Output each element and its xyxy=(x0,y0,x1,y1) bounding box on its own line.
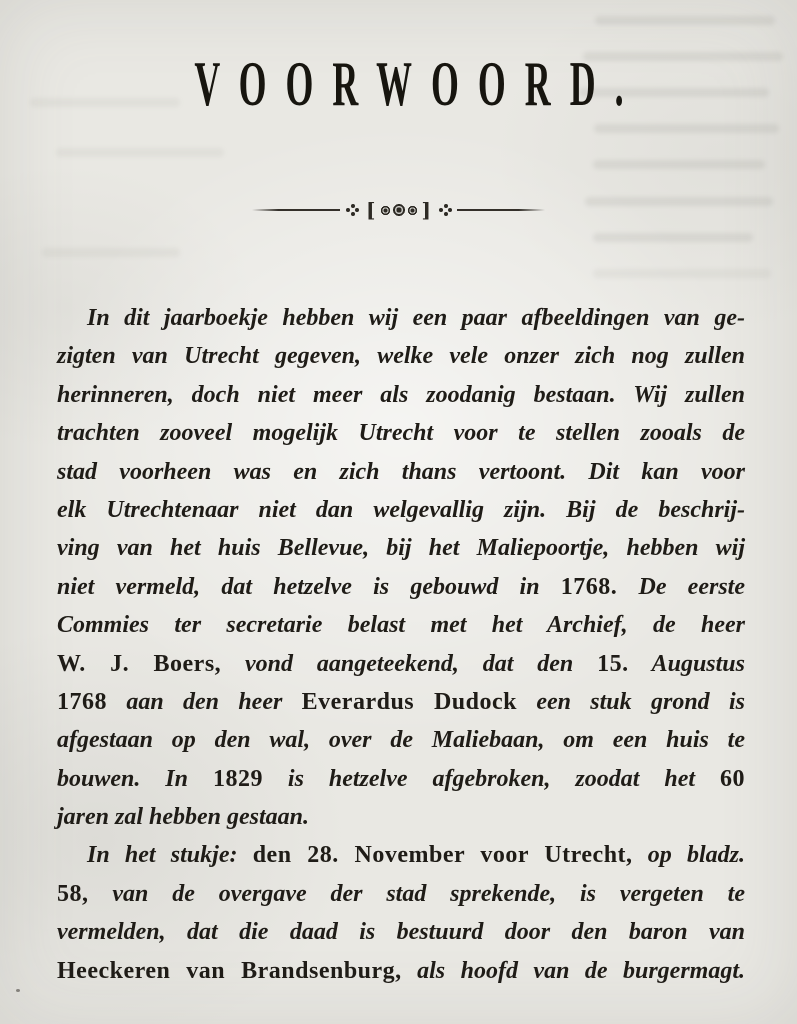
text-segment: Everardus Dudock xyxy=(301,688,517,715)
text-segment: trachten zooveel mogelijk Utrecht voor te stellen zooals de xyxy=(57,420,745,447)
show-through-smudge xyxy=(593,269,771,278)
text-line xyxy=(57,453,745,491)
page-title: VOORWOORD. xyxy=(194,48,643,119)
show-through-smudge xyxy=(30,98,180,107)
text-segment: een stuk grond is xyxy=(517,688,746,715)
show-through-smudge xyxy=(595,16,775,25)
ornament-dot-cluster-icon xyxy=(439,204,451,216)
text-segment: is hetzelve afgebroken, zoodat het xyxy=(262,765,720,792)
show-through-smudge xyxy=(594,124,779,133)
text-segment: bouwen. In xyxy=(57,765,213,792)
text-segment: 15. xyxy=(597,650,629,677)
show-through-smudge xyxy=(593,233,753,242)
text-segment: elk Utrechtenaar niet dan welgevallig zijn. Bij de beschrij- xyxy=(57,496,745,523)
ornament-dot-cluster-icon xyxy=(346,204,358,216)
show-through-smudge xyxy=(42,248,180,257)
ornament-rule-left xyxy=(252,209,340,211)
text-segment: den 28. November voor Utrecht, xyxy=(252,842,633,869)
text-line xyxy=(57,952,745,990)
text-line xyxy=(57,376,745,414)
text-line xyxy=(57,414,745,452)
text-segment: niet vermeld, dat hetzelve is gebouwd in xyxy=(57,573,561,600)
text-segment: op bladz. xyxy=(632,842,745,869)
text-segment: vond aangeteekend, dat den xyxy=(221,650,598,677)
text-segment: 1829 xyxy=(212,765,263,792)
text-segment: De eerste xyxy=(617,573,745,600)
text-segment: 1768 xyxy=(57,688,107,715)
text-line xyxy=(57,299,745,337)
text-segment: 1768. xyxy=(560,573,618,600)
foreword-body-text xyxy=(0,299,797,990)
text-line xyxy=(57,798,745,836)
show-through-smudge xyxy=(593,160,765,169)
text-segment: herinneren, doch niet meer als zoodanig bestaan. Wij zullen xyxy=(57,381,745,408)
text-line xyxy=(57,875,745,913)
text-segment: In het stukje: xyxy=(87,842,253,869)
text-segment: zigten van Utrecht gegeven, welke vele onzer zich nog zullen xyxy=(57,343,745,370)
text-line xyxy=(57,760,745,798)
text-line xyxy=(57,683,745,721)
text-line xyxy=(57,721,745,759)
ornament-bracket-close: ] xyxy=(421,198,431,222)
text-segment: In dit jaarboekje hebben wij een paar afbeeldingen van ge- xyxy=(87,305,745,331)
text-segment: Augustus xyxy=(628,650,745,677)
text-segment: W. J. Boers, xyxy=(57,650,222,677)
ornament-rule-right xyxy=(457,209,545,211)
text-line xyxy=(57,913,745,951)
text-line xyxy=(57,337,745,375)
show-through-smudge xyxy=(56,148,224,157)
text-line xyxy=(57,529,745,567)
text-segment: vermelden, dat die daad is bestuurd door den baron van xyxy=(57,919,745,946)
text-segment: 60 xyxy=(719,765,745,792)
text-segment: jaren zal hebben gestaan. xyxy=(57,804,310,831)
text-line xyxy=(57,568,745,606)
text-segment: aan den heer xyxy=(107,688,302,715)
text-segment: Heeckeren van Brandsenburg, xyxy=(57,957,402,984)
text-segment: van de overgave der stad sprekende, is vergeten te xyxy=(88,880,745,907)
text-segment: Commies ter secretarie belast met het Archief, de heer xyxy=(57,612,745,639)
ornament-bracket-open: [ xyxy=(366,198,376,222)
text-line xyxy=(57,645,745,683)
text-segment: stad voorheen was en zich thans vertoont. Dit kan voor xyxy=(57,458,745,485)
text-segment: afgestaan op den wal, over de Maliebaan, om een huis te xyxy=(57,727,745,754)
text-segment: ving van het huis Bellevue, bij het Maliepoortje, hebben wij xyxy=(57,535,745,562)
ornament-divider xyxy=(0,200,797,220)
ornament-rosettes-icon xyxy=(380,203,418,217)
text-line xyxy=(57,491,745,529)
text-line xyxy=(57,836,745,874)
text-segment: 58, xyxy=(57,880,89,907)
text-segment: als hoofd van de burgermagt. xyxy=(401,957,746,984)
text-line xyxy=(57,606,745,644)
